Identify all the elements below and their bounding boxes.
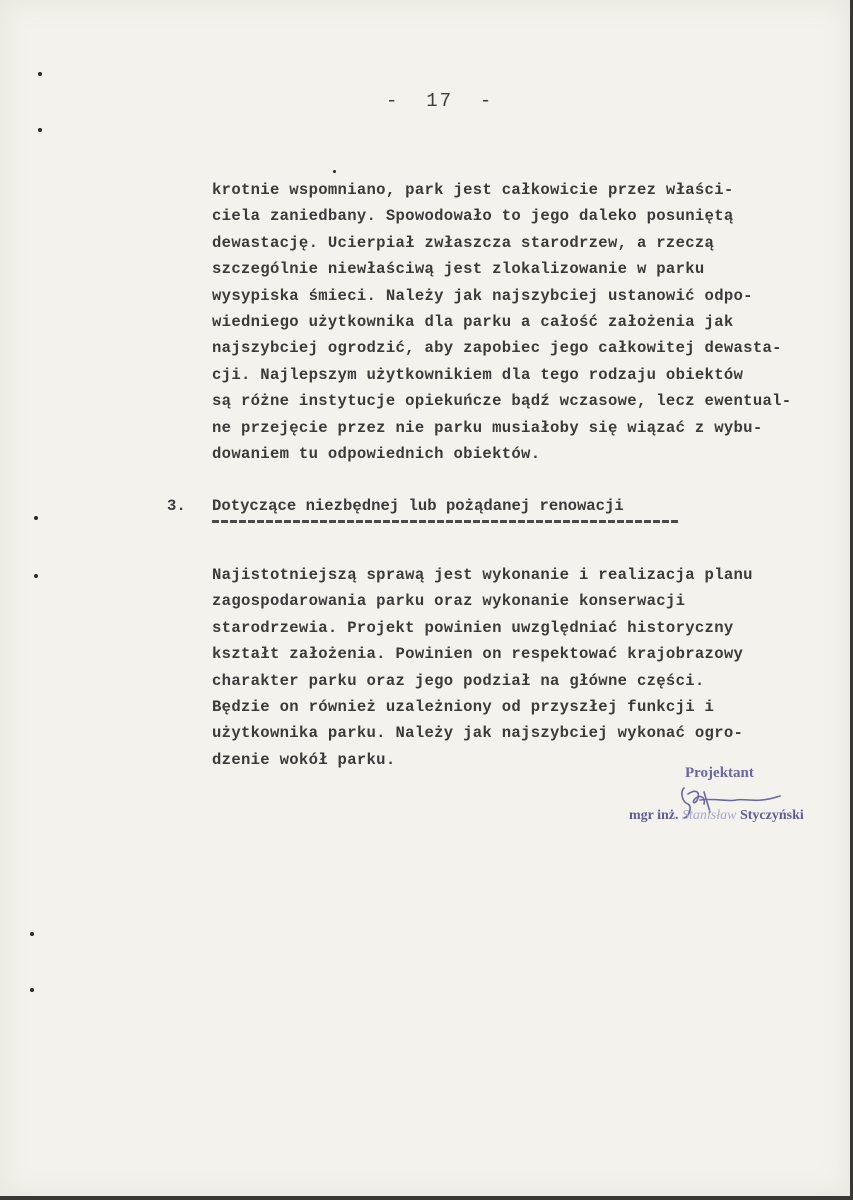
margin-dot: [30, 988, 34, 992]
page-number: - 17 -: [386, 90, 494, 112]
stamp-title: Projektant: [685, 765, 754, 781]
text-line: są różne instytucje opiekuńcze bądź wczasowe, lecz ewentual-: [212, 392, 792, 411]
margin-dot: [38, 72, 42, 76]
text-line: kształt założenia. Powinien on respektować krajobrazowy: [212, 645, 744, 664]
text-line: krotnie wspomniano, park jest całkowicie przez właści-: [212, 181, 734, 199]
text-line: dzenie wokół parku.: [212, 750, 396, 769]
stamp-name-surname: Styczyński: [739, 808, 804, 823]
paragraph-renovation: [212, 562, 753, 773]
text-line: cji. Najlepszym użytkownikiem dla tego rodzaju obiektów: [212, 365, 744, 384]
margin-dot: [30, 932, 34, 936]
stamp-name-first: Stanisław: [682, 808, 737, 823]
section-number: 3.: [167, 497, 186, 515]
stamp-name-prefix: mgr inż.: [629, 808, 679, 823]
section-heading: Dotyczące niezbędnej lub pożądanej renowacji: [212, 497, 624, 515]
text-line: wysypiska śmieci. Należy jak najszybciej ustanowić odpo-: [212, 286, 753, 305]
text-line: ne przejęcie przez nie parku musiałoby się wiązać z wybu-: [212, 418, 763, 437]
text-line: zagospodarowania parku oraz wykonanie konserwacji: [212, 592, 686, 611]
text-line: najszybciej ogrodzić, aby zapobiec jego całkowitej dewasta-: [212, 339, 782, 358]
text-line: dowaniem tu odpowiednich obiektów.: [212, 445, 541, 464]
text-line: Będzie on również uzależniony od przyszłej funkcji i: [212, 698, 715, 717]
margin-dot: [34, 516, 38, 520]
text-line: dewastację. Ucierpiał zwłaszcza starodrzew, a rzeczą: [212, 233, 715, 252]
margin-dot: [34, 574, 38, 578]
heading-underline: [212, 520, 680, 523]
margin-dot: [38, 128, 42, 132]
text-line: charakter parku oraz jego podział na główne części.: [212, 671, 705, 690]
paragraph-condition: [212, 177, 791, 467]
margin-dot: [333, 170, 336, 173]
text-line: ciela zaniedbany. Spowodowało to jego daleko posuniętą: [212, 207, 734, 226]
text-line: wiedniego użytkownika dla parku a całość założenia jak: [212, 313, 734, 332]
text-line: Najistotniejszą sprawą jest wykonanie i realizacja planu: [212, 566, 753, 584]
text-line: użytkownika parku. Należy jak najszybciej wykonać ogro-: [212, 724, 744, 743]
text-line: starodrzewia. Projekt powinien uwzględniać historyczny: [212, 618, 734, 637]
text-line: szczególnie niewłaściwą jest zlokalizowanie w parku: [212, 260, 705, 279]
stamp-name: [629, 808, 804, 824]
